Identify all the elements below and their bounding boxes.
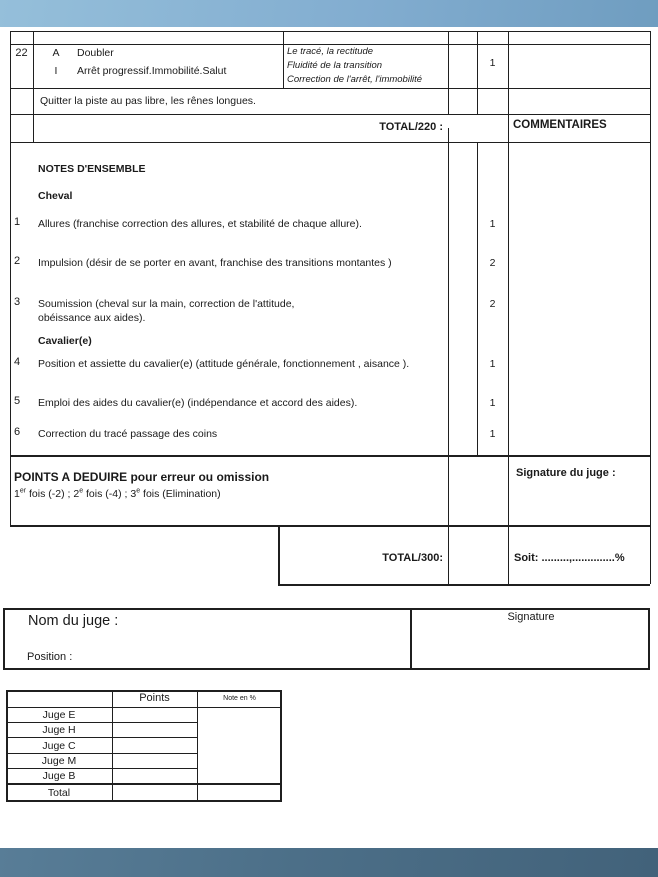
grid-line	[278, 584, 650, 586]
note-item-number: 5	[14, 395, 21, 407]
note-item-number: 1	[14, 216, 21, 228]
judges-note-header: Note en %	[223, 695, 256, 702]
coefficient-value: 1	[489, 57, 496, 69]
commentaires-header: COMMENTAIRES	[513, 119, 607, 131]
deductions-rule-part: fois (-4) ; 3	[83, 488, 137, 500]
movement-letter: A	[52, 47, 60, 59]
grid-line	[10, 525, 650, 527]
total-220-label: TOTAL/220 :	[379, 121, 443, 133]
note-item-number: 4	[14, 356, 21, 368]
grid-line	[10, 31, 650, 32]
note-item-text: Impulsion (désir de se porter en avant, franchise des transitions montantes )	[38, 257, 392, 269]
directive-line: Correction de l'arrêt, l'immobilité	[287, 74, 423, 85]
judges-table-line	[6, 722, 197, 723]
judges-table-line	[6, 737, 197, 738]
movement-letter: I	[54, 65, 58, 77]
note-item-coef: 2	[489, 257, 496, 269]
grid-line	[283, 31, 284, 88]
grid-line	[10, 44, 650, 45]
background-band-top	[0, 0, 658, 27]
note-item-text2: obéissance aux aides).	[38, 312, 146, 324]
note-item-text: Emploi des aides du cavalier(e) (indépendance et accord des aides).	[38, 397, 358, 409]
grid-line	[10, 88, 650, 89]
grid-line	[10, 31, 11, 525]
deductions-rule-part: fois (Elimination)	[140, 488, 221, 500]
note-item-number: 3	[14, 296, 21, 308]
judges-table-line	[6, 783, 282, 785]
directive-line: Fluidité de la transition	[287, 60, 383, 71]
judge-row-label: Juge H	[42, 724, 76, 736]
note-item-text: Correction du tracé passage des coins	[38, 428, 218, 440]
note-item-coef: 1	[489, 218, 496, 230]
judge-row-label: Juge C	[42, 740, 76, 752]
judge-box-signature-label: Signature	[507, 611, 555, 623]
note-item-coef: 2	[489, 298, 496, 310]
deductions-sup: er	[19, 487, 27, 495]
deductions-sup: e	[79, 487, 84, 495]
movement-text: Doubler	[77, 47, 114, 59]
grid-line	[650, 31, 651, 584]
grid-line	[448, 128, 449, 142]
movement-number: 22	[15, 47, 28, 59]
judges-table-line	[6, 753, 197, 754]
background-band-bottom	[0, 848, 658, 877]
notes-title: NOTES D'ENSEMBLE	[38, 163, 146, 175]
grid-line	[10, 114, 650, 115]
judges-table-line	[6, 768, 197, 769]
note-item-coef: 1	[489, 397, 496, 409]
movement-text: Arrêt progressif.Immobilité.Salut	[77, 65, 227, 77]
notes-horse-header: Cheval	[38, 190, 73, 202]
note-item-text: Soumission (cheval sur la main, correction de l'attitude,	[38, 298, 295, 310]
judges-total-label: Total	[47, 787, 71, 799]
directive-line: Le tracé, la rectitude	[287, 46, 374, 57]
grid-line	[10, 142, 650, 143]
deductions-rule-part: 1	[14, 488, 20, 500]
grid-line	[448, 142, 449, 584]
note-item-text: Allures (franchise correction des allures, et stabilité de chaque allure).	[38, 218, 362, 230]
note-item-coef: 1	[489, 428, 496, 440]
judge-row-label: Juge M	[41, 755, 77, 767]
judge-row-label: Juge B	[42, 770, 76, 782]
note-item-number: 6	[14, 426, 21, 438]
judges-points-header: Points	[139, 692, 170, 704]
deductions-rule	[14, 488, 221, 500]
judge-signature-label: Signature du juge :	[516, 467, 616, 479]
note-item-text: Position et assiette du cavalier(e) (attitude générale, fonctionnement , aisance ).	[38, 358, 410, 370]
exit-instruction: Quitter la piste au pas libre, les rênes longues.	[40, 95, 256, 107]
percentage-line: Soit: .........,..............%	[514, 552, 625, 564]
grid-line	[33, 31, 34, 142]
judge-row-label: Juge E	[42, 709, 76, 721]
deductions-rule-part: fois (-2) ; 2	[26, 488, 80, 500]
note-item-number: 2	[14, 255, 21, 267]
notes-rider-header: Cavalier(e)	[38, 335, 92, 347]
note-item-coef: 1	[489, 358, 496, 370]
deductions-sup: e	[136, 487, 141, 495]
judges-table-line	[6, 707, 282, 708]
deductions-title: POINTS A DEDUIRE pour erreur ou omission	[14, 470, 270, 484]
judge-name-label: Nom du juge :	[28, 613, 119, 629]
total-300-label: TOTAL/300:	[382, 552, 443, 564]
grid-line	[10, 455, 650, 457]
judge-position-label: Position :	[27, 651, 73, 663]
